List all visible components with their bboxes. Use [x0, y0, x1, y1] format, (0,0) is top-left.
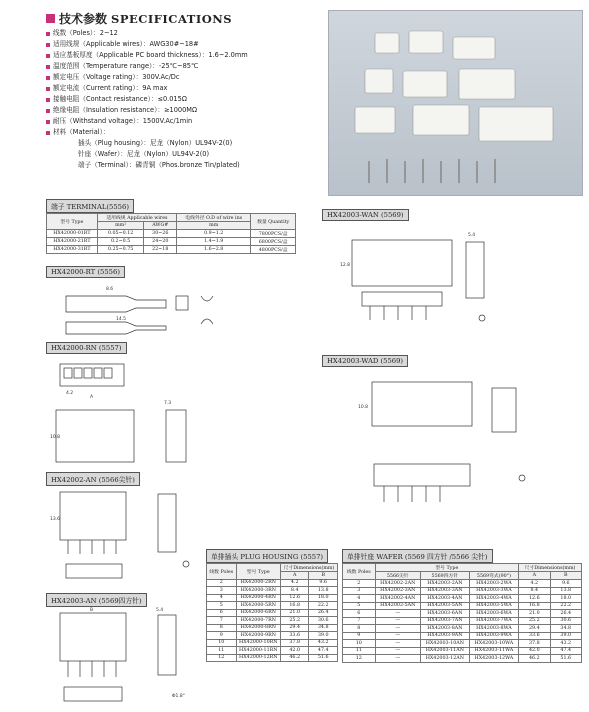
table-cell: 30.6 [550, 617, 581, 625]
table-cell: 16.8 [519, 602, 550, 610]
wafer-col-poles: 线数 Poles [343, 564, 376, 580]
table-cell: 16.8 [280, 602, 309, 610]
table-cell: 21.0 [519, 610, 550, 618]
table-cell: 18.0 [309, 594, 338, 602]
rn-drawing [46, 354, 206, 468]
plug-col-dims: 尺寸Dimensions(mm) [280, 564, 337, 572]
table-row [343, 580, 582, 588]
table-cell: 47.4 [309, 647, 338, 655]
table-cell: 29.4 [280, 624, 309, 632]
table-cell: 9 [207, 632, 237, 640]
spec-row [46, 39, 248, 50]
table-cell: HX42000-5RN [236, 602, 280, 610]
bullet-icon [46, 32, 50, 36]
bullet-icon [46, 87, 50, 91]
spec-row [46, 105, 248, 116]
table-cell: 21.0 [280, 609, 309, 617]
table-cell: HX42003-12AN [420, 655, 469, 663]
table-cell: 3 [343, 587, 376, 595]
table-cell: HX42000-9RN [236, 632, 280, 640]
table-cell: HX42000-7RN [236, 617, 280, 625]
section-wad: HX42003-WAD (5569) [322, 355, 408, 367]
table-cell: 33.6 [280, 632, 309, 640]
bullet-icon [46, 109, 50, 113]
table-cell: HX42000-8RN [236, 624, 280, 632]
spec-text: 耐压（Withstand voltage）：1500V.Ac/1min [53, 117, 193, 125]
table-row [343, 640, 582, 648]
table-cell: 1.4~1.9 [177, 237, 251, 245]
plug-sub-a: A [280, 572, 309, 580]
bullet-icon [46, 65, 50, 69]
bullet-icon [46, 43, 50, 47]
table-cell: 9 [343, 632, 376, 640]
table-cell: 10 [343, 640, 376, 648]
table-cell: 37.8 [519, 640, 550, 648]
table-cell: 10 [207, 639, 237, 647]
section-terminal: 端子 TERMINAL(5556) [46, 199, 134, 213]
table-cell: 25.2 [519, 617, 550, 625]
table-cell: 26.4 [550, 610, 581, 618]
table-cell: HX42003-9WA [469, 632, 518, 640]
sub-awg: AWG# [144, 222, 177, 230]
table-cell: HX42000-01RT [47, 229, 98, 237]
table-cell: HX42000-4RN [236, 594, 280, 602]
dim-10-8: 10.8 [50, 435, 61, 440]
table-cell: — [375, 655, 420, 663]
table-cell: 5 [207, 602, 237, 610]
table-cell: HX42000-10RN [236, 639, 280, 647]
table-cell: — [375, 632, 420, 640]
table-row [343, 595, 582, 603]
section-wan: HX42003-WAN (5569) [322, 209, 409, 221]
table-cell: 34.8 [550, 625, 581, 633]
table-cell: HX42003-9AN [420, 632, 469, 640]
dim-13-6: 13.6 [50, 517, 61, 522]
table-cell: HX42003-8AN [420, 625, 469, 633]
table-row [343, 655, 582, 663]
table-cell: 24~20 [144, 237, 177, 245]
table-cell: HX42000-12RN [236, 654, 280, 662]
table-cell: 9.6 [550, 580, 581, 588]
table-cell: HX42002-2AN [375, 580, 420, 588]
table-cell: 33.6 [519, 632, 550, 640]
spec-title [46, 10, 232, 27]
wafer-col-dims: 尺寸Dimensions(mm) [519, 564, 582, 572]
bullet-icon [46, 98, 50, 102]
table-cell: 51.6 [550, 655, 581, 663]
table-cell: HX42000-3RN [236, 587, 280, 595]
an3-drawing [46, 605, 206, 711]
bullet-icon [46, 54, 50, 58]
spec-text: 接触电阻（Contact resistance）：≤0.015Ω [53, 95, 187, 103]
table-cell: 7 [207, 617, 237, 625]
terminal-table [46, 213, 296, 254]
table-cell: 43.2 [309, 639, 338, 647]
wafer-sub-a: A [519, 572, 550, 580]
table-cell: 34.8 [309, 624, 338, 632]
title-cn: 技术参数 [59, 12, 108, 26]
section-an2: HX42002-AN (5566尖针) [46, 472, 140, 486]
bullet-icon [46, 120, 50, 124]
table-cell: 4800PCS/盒 [251, 245, 296, 253]
table-cell: 6800PCS/盒 [251, 237, 296, 245]
table-cell: HX42000-31RT [47, 245, 98, 253]
spec-text: 适用线规（Applicable wires）：AWG30#~18# [53, 40, 199, 48]
dim-wad-10-8: 10.8 [358, 405, 369, 410]
material-wafer: 针座（Wafer）：尼龙（Nylon）UL94V-2(0) [78, 150, 210, 158]
spec-row [46, 72, 248, 83]
table-cell: 6 [207, 609, 237, 617]
table-cell: 47.4 [550, 647, 581, 655]
spec-row [46, 116, 248, 127]
table-row [47, 229, 296, 237]
wafer-sub-b: B [550, 572, 581, 580]
table-cell: HX42003-11AN [420, 647, 469, 655]
table-cell: 12 [207, 654, 237, 662]
table-cell: HX42003-3WA [469, 587, 518, 595]
table-cell: HX42003-10WA [469, 640, 518, 648]
spec-row [46, 83, 248, 94]
table-cell: 30~26 [144, 229, 177, 237]
plug-sub-b: B [309, 572, 338, 580]
dim-wan-5-4: 5.4 [468, 233, 476, 238]
spec-text: 额定电流（Current rating）：9A max [53, 84, 168, 92]
section-an3: HX42003-AN (5569四方针) [46, 593, 147, 607]
dim-12-8: 12.8 [340, 263, 351, 268]
table-cell: 5 [343, 602, 376, 610]
bullet-icon [46, 14, 55, 23]
table-cell: 1.6~2.8 [177, 245, 251, 253]
table-cell: 4.2 [280, 579, 309, 587]
wafer-col-type: 型号 Type [375, 564, 519, 572]
spec-text: 材料（Material）： [53, 128, 110, 136]
table-cell: 26.4 [309, 609, 338, 617]
table-cell: HX42000-11RN [236, 647, 280, 655]
table-cell: 2 [343, 580, 376, 588]
table-cell: HX42003-2AN [420, 580, 469, 588]
table-cell: 6 [343, 610, 376, 618]
table-cell: HX42003-3AN [420, 587, 469, 595]
table-row [207, 617, 338, 625]
spec-list [46, 28, 248, 171]
table-row [207, 647, 338, 655]
table-cell: HX42003-4WA [469, 595, 518, 603]
table-cell: 42.0 [280, 647, 309, 655]
plug-col-type: 型号 Type [236, 564, 280, 580]
table-row [207, 594, 338, 602]
table-cell: — [375, 610, 420, 618]
table-cell: 29.4 [519, 625, 550, 633]
bullet-icon [46, 76, 50, 80]
table-row [47, 237, 296, 245]
table-row [207, 624, 338, 632]
table-cell: 22~18 [144, 245, 177, 253]
dim-b-label: B [90, 608, 94, 613]
table-cell: 0.25~0.75 [97, 245, 144, 253]
material-plug: 插头（Plug housing）：尼龙（Nylon）UL94V-2(0) [78, 139, 233, 147]
spec-text: 线数（Poles）：2~12 [53, 29, 118, 37]
plug-col-poles: 线数 Poles [207, 564, 237, 580]
section-rn: HX42000-RN (5557) [46, 342, 127, 354]
table-cell: 4.2 [519, 580, 550, 588]
table-cell: 12.6 [519, 595, 550, 603]
table-row [343, 587, 582, 595]
table-cell: — [375, 625, 420, 633]
table-cell: 13.8 [550, 587, 581, 595]
table-cell: 8.4 [280, 587, 309, 595]
bullet-icon [46, 131, 50, 135]
plug-table [206, 563, 338, 662]
section-wafer: 单排针座 WAFER (5569 四方针 /5566 尖针) [342, 549, 493, 563]
table-cell: 4 [343, 595, 376, 603]
spec-row [46, 50, 248, 61]
table-cell: HX42000-6RN [236, 609, 280, 617]
table-cell: 51.6 [309, 654, 338, 662]
table-cell: 0.9~1.2 [177, 229, 251, 237]
sub-mm2: mm² [97, 222, 144, 230]
dim-8-6: 8.6 [106, 287, 114, 292]
title-en: SPECIFICATIONS [111, 11, 233, 26]
table-row [47, 245, 296, 253]
table-cell: 22.2 [309, 602, 338, 610]
table-cell: 12.6 [280, 594, 309, 602]
table-row [343, 602, 582, 610]
table-cell: HX42000-21RT [47, 237, 98, 245]
table-cell: HX42003-7WA [469, 617, 518, 625]
wad-drawing [322, 368, 552, 518]
table-cell: HX42003-5WA [469, 602, 518, 610]
table-cell: 2 [207, 579, 237, 587]
table-cell: 9.6 [309, 579, 338, 587]
wafer-table [342, 563, 582, 663]
table-row [343, 632, 582, 640]
spec-text: 温度范围（Temperature range）：-25℃~85℃ [53, 62, 199, 70]
table-cell: 46.2 [280, 654, 309, 662]
section-rt: HX42000-RT (5556) [46, 266, 125, 278]
spec-row [46, 94, 248, 105]
wafer-sub-5569-90: 5569弯式(90°) [469, 572, 518, 580]
product-photo [328, 10, 583, 196]
table-cell: HX42003-10AN [420, 640, 469, 648]
connector-photo-illustration [329, 11, 584, 197]
table-cell: 11 [207, 647, 237, 655]
wafer-sub-5566: 5566尖针 [375, 572, 420, 580]
table-row [207, 602, 338, 610]
table-row [207, 654, 338, 662]
table-row [207, 639, 338, 647]
table-cell: — [375, 617, 420, 625]
spec-text: 额定电压（Voltage rating）：300V.Ac/Dc [53, 73, 180, 81]
table-cell: 18.0 [550, 595, 581, 603]
table-cell: HX42003-2WA [469, 580, 518, 588]
table-cell: HX42003-5AN [420, 602, 469, 610]
table-cell: 4 [207, 594, 237, 602]
table-cell: HX42003-8WA [469, 625, 518, 633]
dim-pitch: 4.2 [66, 391, 74, 396]
table-cell: 0.05~0.12 [97, 229, 144, 237]
dim-7-3: 7.3 [164, 401, 172, 406]
an2-drawing [46, 484, 206, 590]
spec-row [46, 61, 248, 72]
table-cell: 37.8 [280, 639, 309, 647]
table-cell: 39.0 [309, 632, 338, 640]
table-cell: 12 [343, 655, 376, 663]
wan-drawing [322, 222, 522, 340]
col-wires: 适用线规 Applicable wires [97, 214, 176, 222]
table-cell: 0.2~0.5 [97, 237, 144, 245]
table-cell: 46.2 [519, 655, 550, 663]
table-cell: 13.8 [309, 587, 338, 595]
table-cell: 8 [343, 625, 376, 633]
table-cell: 30.6 [309, 617, 338, 625]
table-cell: 25.2 [280, 617, 309, 625]
table-cell: HX42003-4AN [420, 595, 469, 603]
spec-text: 绝缘电阻（Insulation resistance）：≥1000MΩ [53, 106, 198, 114]
dim-14-5: 14.5 [116, 317, 127, 322]
table-cell: HX42000-2RN [236, 579, 280, 587]
table-cell: HX42003-6WA [469, 610, 518, 618]
table-cell: 7800PCS/盒 [251, 229, 296, 237]
table-cell: 39.0 [550, 632, 581, 640]
spec-row [46, 127, 248, 138]
spec-row [46, 28, 248, 39]
table-row [207, 587, 338, 595]
table-cell: HX42003-7AN [420, 617, 469, 625]
table-cell: 22.2 [550, 602, 581, 610]
sub-mm: mm [177, 222, 251, 230]
table-cell: — [375, 647, 420, 655]
table-cell: HX42002-3AN [375, 587, 420, 595]
section-plug: 单排插头 PLUG HOUSING (5557) [206, 549, 328, 563]
dim-a-label: A [90, 395, 94, 400]
table-cell: 42.0 [519, 647, 550, 655]
wafer-sub-5569: 5569四方针 [420, 572, 469, 580]
table-cell: 7 [343, 617, 376, 625]
table-row [343, 610, 582, 618]
col-quantity: 数量 Quantity [251, 214, 296, 230]
table-row [343, 647, 582, 655]
table-row [207, 632, 338, 640]
table-cell: HX42003-11WA [469, 647, 518, 655]
table-row [343, 617, 582, 625]
table-cell: 3 [207, 587, 237, 595]
table-cell: HX42002-4AN [375, 595, 420, 603]
table-row [207, 609, 338, 617]
dim-angle: Φ1.8° [172, 694, 185, 699]
table-cell: 11 [343, 647, 376, 655]
table-cell: 8 [207, 624, 237, 632]
dim-5-4: 5.4 [156, 608, 164, 613]
col-od: 电线外径 O.D of wire ins [177, 214, 251, 222]
table-cell: HX42003-12WA [469, 655, 518, 663]
table-cell: HX42003-6AN [420, 610, 469, 618]
table-row [343, 625, 582, 633]
table-cell: — [375, 640, 420, 648]
table-cell: HX42002-5AN [375, 602, 420, 610]
material-terminal: 端子（Terminal）：磷青铜（Phos.bronze Tin/plated) [78, 161, 240, 169]
table-row [207, 579, 338, 587]
spec-text: 适应基板厚度（Applicable PC board thickness）：1.6~2.0mm [53, 51, 248, 59]
table-cell: 8.4 [519, 587, 550, 595]
table-cell: 43.2 [550, 640, 581, 648]
rt-drawing [46, 278, 226, 340]
col-type: 型号 Type [47, 214, 98, 230]
